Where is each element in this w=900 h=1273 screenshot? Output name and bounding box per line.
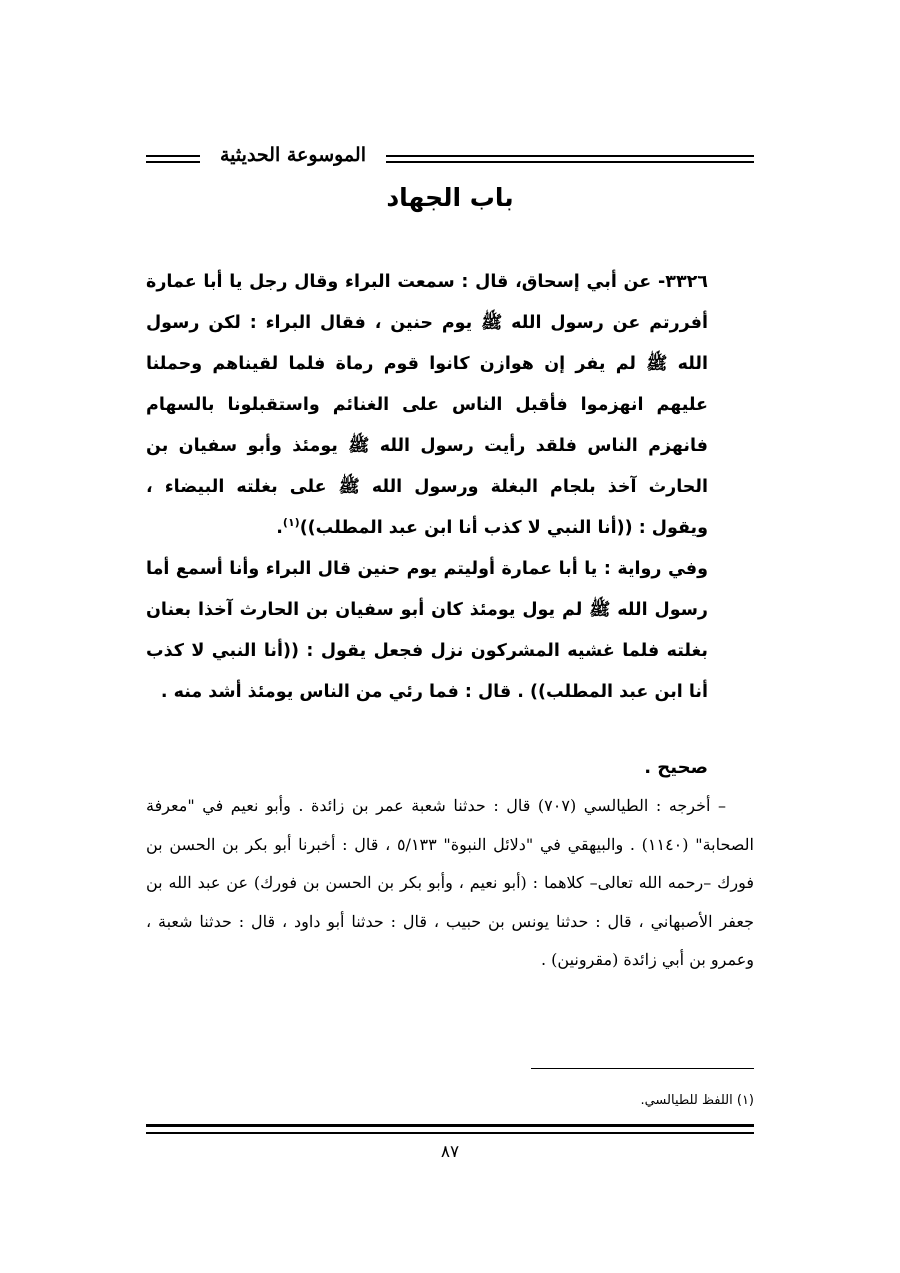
- hadith-text-main: ٣٣٢٦- عن أبي إسحاق، قال : سمعت البراء وقال رجل يا أبا عمارة أفررتم عن رسول الله ﷺ يوم حنين ، فقال البراء : لكن رسول الله ﷺ لم يفر إن هوازن كانوا قوم رماة فلما لقيناهم وحملنا عليهم انهزموا فأقبل الناس على الغنائم واستقبلونا بالسهام فانهزم الناس فلقد رأيت رسول الله ﷺ يومئذ وأبو سفيان بن الحارث آخذ بلجام البغلة ورسول الله ﷺ على بغلته البيضاء ، ويقول : ((أنا النبي لا كذب أنا ابن عبد المطلب)): [146, 272, 708, 538]
- takhrij-text: – أخرجه : الطيالسي (٧٠٧) قال : حدثنا شعبة عمر بن زائدة . وأبو نعيم في "معرفة الصحابة" (١١٤٠) . والبيهقي في "دلائل النبوة" ٥/١٣٣ ، قال : أخبرنا أبو بكر بن الحسن بن فورك –رحمه الله تعالى– كلاهما : (أبو نعيم ، وأبو بكر بن الحسن بن فورك) عن عبد الله بن جعفر الأصبهاني ، قال : حدثنا يونس بن حبيب ، قال : حدثنا أبو داود ، قال : حدثنا شعبة ، وعمرو بن أبي زائدة (مقرونين) .: [146, 796, 754, 969]
- hadith-paragraph-main: [146, 262, 708, 549]
- hadith-end-punct: .: [276, 518, 283, 538]
- running-header-title: الموسوعة الحديثية: [220, 144, 366, 166]
- footnote: (١) اللفظ للطيالسي.: [640, 1093, 754, 1108]
- header-rule-left: [386, 155, 754, 163]
- hadith-paragraph-variant: وفي رواية : يا أبا عمارة أوليتم يوم حنين قال البراء وأنا أسمع أما رسول الله ﷺ لم يول يومئذ كان أبو سفيان بن الحارث آخذا بعنان بغلته فلما غشيه المشركون نزل فجعل يقول : ((أنا النبي لا كذب أنا ابن عبد المطلب)) . قال : فما رئي من الناس يومئذ أشد منه .: [146, 559, 708, 702]
- header-rule-right: [146, 155, 200, 163]
- hadith-grade: صحيح .: [644, 757, 708, 778]
- hadith-block: [146, 262, 708, 713]
- running-header: [146, 140, 754, 170]
- footnote-marker: (١): [282, 516, 300, 530]
- takhrij-block: [146, 787, 754, 980]
- chapter-title: باب الجهاد: [386, 183, 514, 212]
- footnote-separator: [531, 1068, 754, 1069]
- footer-rule: [146, 1124, 754, 1134]
- page-number: ٨٧: [440, 1142, 460, 1162]
